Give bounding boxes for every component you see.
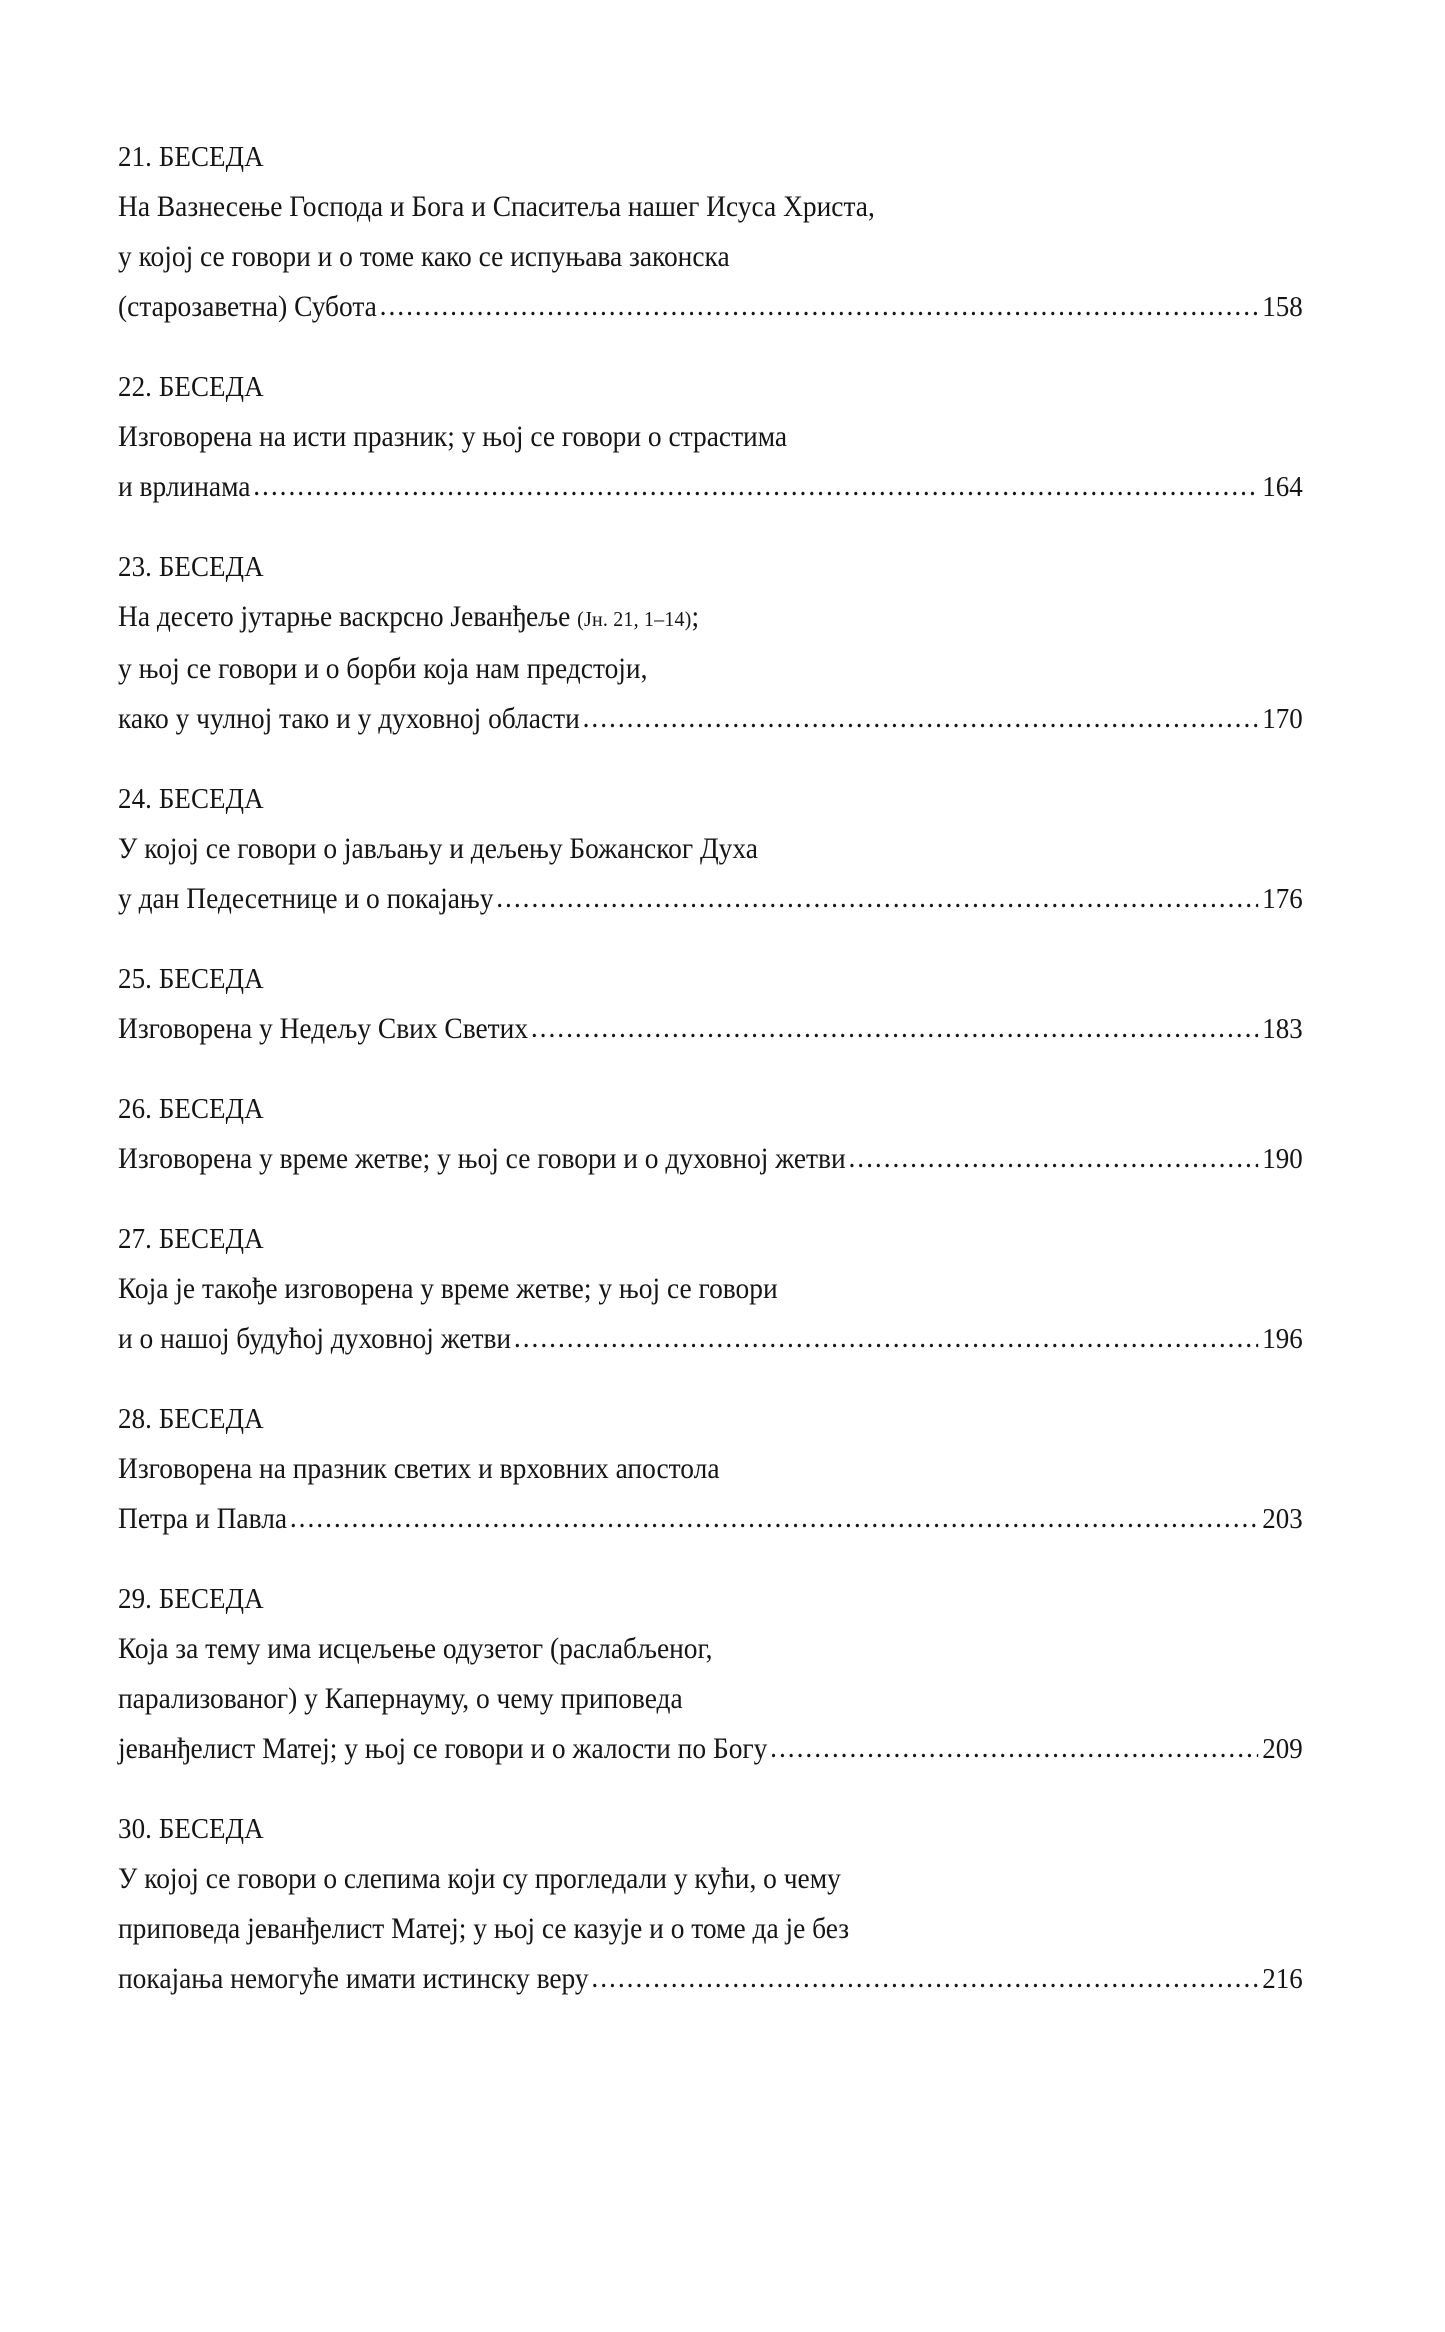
toc-entry-last-line: [118, 874, 1303, 924]
toc-entry-title-tail: Петра и Павла: [118, 1503, 288, 1535]
toc-entry-heading: 25. БЕСЕДА: [118, 963, 264, 995]
toc-entry-title-tail: у дан Педесетнице и о покајању: [118, 883, 494, 915]
toc-page-number[interactable]: 158: [1262, 291, 1303, 323]
toc-page-number[interactable]: 196: [1262, 1323, 1303, 1355]
toc-entry-last-line: [118, 1494, 1303, 1544]
dot-leader: [531, 1003, 1259, 1053]
toc-entry-line: Која за тему има исцељење одузетог (раслабљеног,: [118, 1633, 713, 1665]
toc-entry-line: У којој се говори о јављању и дељењу Божанског Духа: [118, 833, 758, 865]
dot-leader: [770, 1723, 1258, 1773]
toc-entry[interactable]: [118, 954, 1303, 1054]
toc-entry-line: Изговорена на празник светих и врховних апостола: [118, 1453, 720, 1485]
toc-entry-line: приповеда јеванђелист Матеј; у њој се казује и о томе да је без: [118, 1913, 850, 1945]
dot-leader: [583, 693, 1259, 743]
toc-entry[interactable]: [118, 1214, 1303, 1364]
toc-list: [118, 132, 1303, 2004]
toc-entry-last-line: [118, 1724, 1303, 1774]
toc-entry-line: Изговорена на исти празник; у њој се говори о страстима: [118, 421, 788, 453]
dot-leader: [496, 873, 1258, 923]
toc-entry-last-line: [118, 1134, 1303, 1184]
toc-entry-line-text: На десето јутарње васкрсно Јеванђеље: [118, 601, 578, 633]
toc-entry-title-tail: и врлинама: [118, 471, 251, 503]
toc-page-number[interactable]: 216: [1262, 1963, 1303, 1995]
toc-entry-heading: 30. БЕСЕДА: [118, 1813, 264, 1845]
toc-entry-title-tail: Изговорена у Недељу Свих Светих: [118, 1013, 529, 1045]
toc-entry-title-tail: како у чулној тако и у духовној области: [118, 703, 580, 735]
dot-leader: [290, 1493, 1259, 1543]
toc-page-number[interactable]: 170: [1262, 703, 1303, 735]
toc-entry[interactable]: [118, 1394, 1303, 1544]
toc-entry-heading: 21. БЕСЕДА: [118, 141, 264, 173]
toc-entry-last-line: [118, 1954, 1303, 2004]
toc-page-number[interactable]: 176: [1262, 883, 1303, 915]
toc-entry-line: У којој се говори о слепима који су прогледали у кући, о чему: [118, 1863, 841, 1895]
dot-leader: [253, 461, 1258, 511]
toc-page-number[interactable]: 164: [1262, 471, 1303, 503]
toc-entry[interactable]: [118, 132, 1303, 332]
toc-entry-last-line: [118, 462, 1303, 512]
toc-entry-heading: 28. БЕСЕДА: [118, 1403, 264, 1435]
toc-entry[interactable]: [118, 774, 1303, 924]
toc-entry-title-tail: Изговорена у време жетве; у њој се говори и о духовној жетви: [118, 1143, 846, 1175]
toc-page-number[interactable]: 209: [1262, 1733, 1303, 1765]
dot-leader: [514, 1313, 1259, 1363]
toc-entry-title-tail: и о нашој будућој духовној жетви: [118, 1323, 512, 1355]
toc-entry-heading: 26. БЕСЕДА: [118, 1093, 264, 1125]
toc-entry-last-line: [118, 1314, 1303, 1364]
toc-entry[interactable]: [118, 362, 1303, 512]
toc-entry-heading: 27. БЕСЕДА: [118, 1223, 264, 1255]
toc-entry-line: [118, 592, 1220, 644]
toc-entry-title-tail: јеванђелист Матеј; у њој се говори и о жалости по Богу: [118, 1733, 768, 1765]
toc-entry-heading: 22. БЕСЕДА: [118, 371, 264, 403]
toc-entry-line: у њој се говори и о борби која нам предстоји,: [118, 653, 648, 685]
toc-entry[interactable]: [118, 1084, 1303, 1184]
toc-entry-heading: 29. БЕСЕДА: [118, 1583, 264, 1615]
toc-entry-last-line: [118, 1004, 1303, 1054]
dot-leader: [380, 281, 1259, 331]
toc-entry-line: На Вазнесење Господа и Бога и Спаситеља нашег Исуса Христа,: [118, 191, 875, 223]
dot-leader: [848, 1133, 1258, 1183]
dot-leader: [591, 1953, 1258, 2003]
toc-entry-heading: 23. БЕСЕДА: [118, 551, 264, 583]
toc-page-number[interactable]: 190: [1262, 1143, 1303, 1175]
toc-entry-title-tail: покајања немогуће имати истинску веру: [118, 1963, 589, 1995]
toc-entry-last-line: [118, 694, 1303, 744]
toc-entry[interactable]: [118, 542, 1303, 744]
toc-page-number[interactable]: 183: [1262, 1013, 1303, 1045]
toc-entry-line-tail: ;: [691, 601, 700, 633]
toc-entry-line: Која је такође изговорена у време жетве; у њој се говори: [118, 1273, 778, 1305]
toc-entry[interactable]: [118, 1804, 1303, 2004]
toc-entry-title-tail: (старозаветна) Субота: [118, 291, 377, 323]
toc-entry-line: у којој се говори и о томе како се испуњава законска: [118, 241, 730, 273]
toc-page-number[interactable]: 203: [1262, 1503, 1303, 1535]
toc-entry-heading: 24. БЕСЕДА: [118, 783, 264, 815]
toc-entry[interactable]: [118, 1574, 1303, 1774]
scripture-citation: (Јн. 21, 1–14): [577, 607, 692, 631]
toc-entry-line: парализованог) у Капернауму, о чему приповеда: [118, 1683, 683, 1715]
toc-entry-last-line: [118, 282, 1303, 332]
